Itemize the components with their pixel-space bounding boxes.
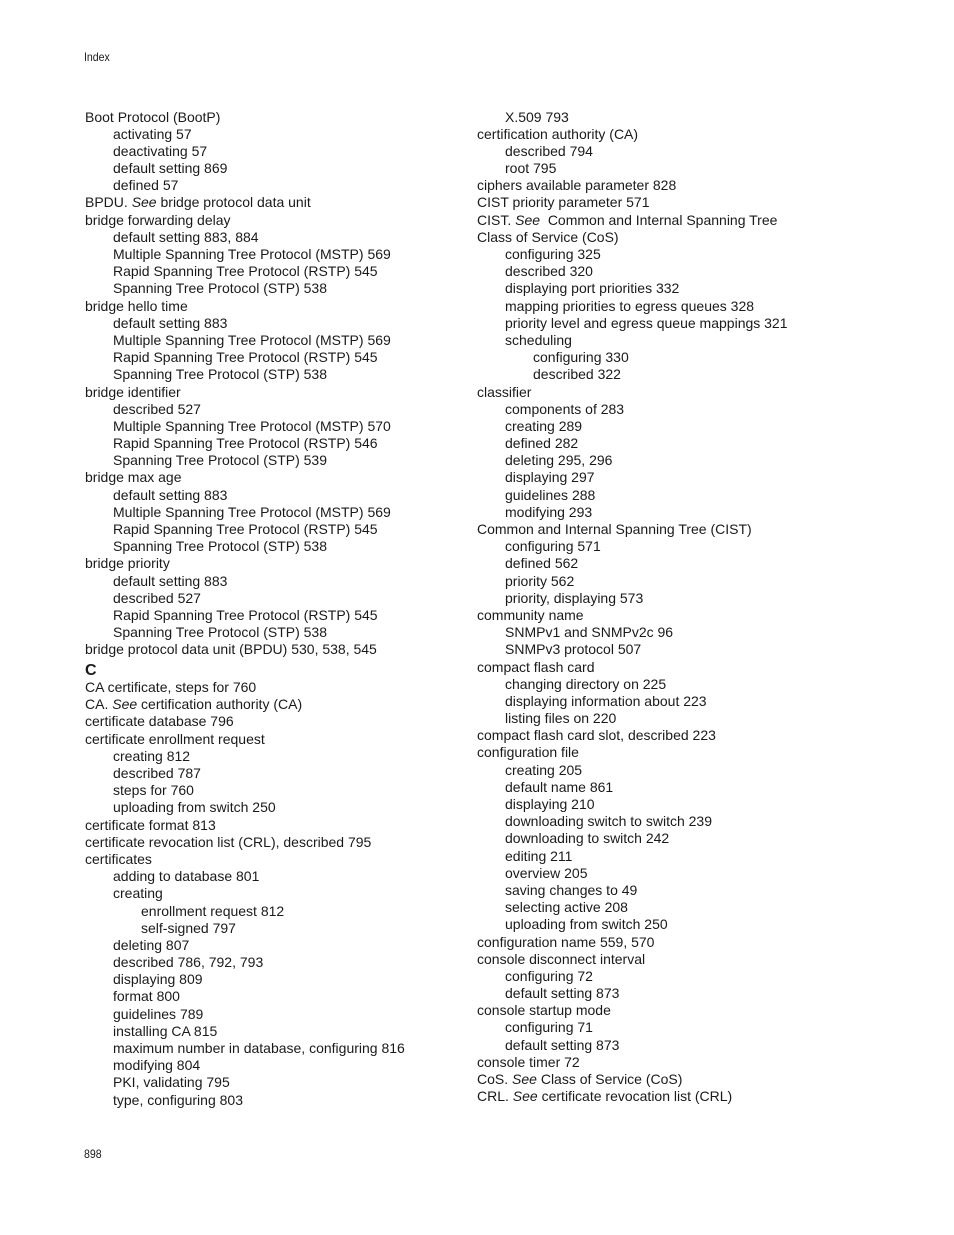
index-subentry: priority 562	[505, 572, 575, 589]
index-subentry: displaying port priorities 332	[505, 280, 680, 297]
see-target: certificate revocation list (CRL)	[537, 1088, 733, 1105]
see-reference: See	[112, 696, 138, 713]
index-subentry: configuring 72	[505, 967, 593, 984]
index-subentry: default setting 883	[113, 314, 228, 331]
index-subentry: SNMPv3 protocol 507	[505, 641, 642, 658]
index-entry: bridge priority	[85, 555, 170, 572]
index-entry: certificates	[85, 850, 152, 867]
index-subentry: creating	[113, 885, 163, 902]
entry-term: CoS.	[477, 1071, 513, 1087]
index-subentry: scheduling	[505, 331, 572, 348]
index-subentry: Rapid Spanning Tree Protocol (RSTP) 545	[113, 349, 378, 366]
index-subentry: deleting 295, 296	[505, 452, 613, 469]
index-entry: certificate revocation list (CRL), described 795	[85, 833, 372, 850]
index-subentry: Multiple Spanning Tree Protocol (MSTP) 570	[113, 417, 391, 434]
index-subentry: editing 211	[505, 847, 573, 864]
index-subentry: uploading from switch 250	[113, 799, 276, 816]
page-number: 898	[84, 1147, 102, 1161]
index-subentry: selecting active 208	[505, 899, 628, 916]
index-subentry: Spanning Tree Protocol (STP) 539	[113, 452, 328, 469]
index-entry: certificate format 813	[85, 816, 216, 833]
index-entry: compact flash card	[477, 658, 595, 675]
see-target: Class of Service (CoS)	[536, 1071, 683, 1087]
index-subentry: type, configuring 803	[113, 1091, 243, 1108]
index-subentry: displaying information about 223	[505, 692, 707, 709]
entry-term: CRL.	[477, 1088, 513, 1105]
entry-term: CIST.	[477, 211, 516, 228]
index-subentry: saving changes to 49	[505, 881, 638, 898]
index-subentry: creating 205	[505, 761, 583, 778]
index-column-left	[85, 109, 505, 1109]
index-subentry: default setting 883, 884	[113, 228, 259, 245]
index-entry: ciphers available parameter 828	[477, 177, 677, 194]
index-subentry: deleting 807	[113, 936, 190, 953]
index-entry: CA certificate, steps for 760	[85, 679, 257, 696]
see-target: certification authority (CA)	[137, 696, 303, 713]
index-subentry: displaying 210	[505, 796, 595, 812]
index-entry	[477, 212, 897, 229]
index-subentry: default setting 873	[505, 1036, 620, 1053]
index-entry: bridge protocol data unit (BPDU) 530, 538, 545	[85, 641, 377, 658]
see-target: Common and Internal Spanning Tree	[540, 211, 778, 228]
index-subentry: downloading to switch 242	[505, 830, 670, 847]
index-subentry: configuring 571	[505, 538, 601, 555]
index-subentry: described 786, 792, 793	[113, 954, 264, 971]
index-subentry: listing files on 220	[505, 710, 617, 727]
index-subentry: components of 283	[505, 400, 625, 417]
index-entry: compact flash card slot, described 223	[477, 727, 716, 744]
index-entry: CIST priority parameter 571	[477, 194, 650, 211]
index-subentry: creating 812	[113, 747, 191, 764]
index-subentry: creating 289	[505, 417, 583, 434]
index-subentry: Rapid Spanning Tree Protocol (RSTP) 545	[113, 263, 378, 280]
index-subentry: described 794	[505, 142, 593, 159]
index-subentry: Multiple Spanning Tree Protocol (MSTP) 569	[113, 331, 391, 348]
see-reference: See	[512, 1088, 538, 1105]
entry-term: CA.	[85, 696, 113, 713]
index-subentry: default setting 883	[113, 572, 228, 589]
index-subentry: described 320	[505, 263, 593, 280]
index-entry: Class of Service (CoS)	[477, 228, 619, 245]
index-subentry: Spanning Tree Protocol (STP) 538	[113, 624, 328, 641]
index-subentry: root 795	[505, 160, 557, 177]
index-subentry: configuring 71	[505, 1019, 593, 1036]
index-subentry: activating 57	[113, 125, 192, 142]
index-subentry: described 787	[113, 765, 201, 782]
index-subentry: priority level and egress queue mappings 321	[505, 314, 788, 331]
index-entry: console startup mode	[477, 1002, 611, 1019]
index-subentry: deactivating 57	[113, 142, 208, 159]
index-subentry: defined 562	[505, 555, 579, 572]
see-target: bridge protocol data unit	[156, 194, 311, 211]
index-subentry: displaying 809	[113, 971, 203, 988]
index-subentry: X.509 793	[505, 108, 569, 125]
index-entry: certificate database 796	[85, 713, 234, 730]
index-subentry: displaying 297	[505, 469, 595, 486]
index-subentry: priority, displaying 573	[505, 589, 644, 606]
index-entry: Common and Internal Spanning Tree (CIST)	[477, 521, 752, 537]
index-subentry: installing CA 815	[113, 1022, 218, 1039]
see-reference: See	[515, 211, 541, 228]
index-subentry: defined 57	[113, 177, 179, 194]
index-entry	[477, 1088, 897, 1105]
index-subentry: mapping priorities to egress queues 328	[505, 297, 755, 314]
index-subentry: modifying 293	[505, 503, 593, 520]
index-subentry: Spanning Tree Protocol (STP) 538	[113, 280, 328, 297]
index-section-letter: C	[85, 661, 97, 679]
entry-term: BPDU.	[85, 194, 132, 211]
index-subentry: default setting 869	[113, 160, 228, 177]
index-subentry: enrollment request 812	[141, 902, 285, 919]
index-subentry: guidelines 288	[505, 486, 596, 503]
index-subentry: defined 282	[505, 435, 579, 452]
index-entry	[477, 1071, 897, 1088]
index-subentry: Rapid Spanning Tree Protocol (RSTP) 545	[113, 606, 378, 623]
index-subentry: format 800	[113, 988, 180, 1005]
index-subentry: configuring 325	[505, 246, 601, 262]
index-subentry: downloading switch to switch 239	[505, 813, 713, 830]
index-entry: bridge hello time	[85, 297, 188, 314]
index-entry: configuration file	[477, 744, 579, 761]
index-subentry: Spanning Tree Protocol (STP) 538	[113, 538, 328, 555]
index-entry: Boot Protocol (BootP)	[85, 108, 221, 125]
index-entry	[85, 194, 505, 211]
index-entry: bridge identifier	[85, 383, 181, 400]
index-column-right	[477, 109, 897, 1106]
index-subentry: changing directory on 225	[505, 675, 667, 692]
index-subentry: Rapid Spanning Tree Protocol (RSTP) 546	[113, 435, 378, 452]
index-subentry: SNMPv1 and SNMPv2c 96	[505, 624, 674, 641]
index-subentry: maximum number in database, configuring 816	[113, 1040, 405, 1057]
index-subentry: modifying 804	[113, 1057, 201, 1074]
index-entry: classifier	[477, 383, 532, 400]
index-entry: certification authority (CA)	[477, 125, 639, 142]
index-subentry: described 527	[113, 589, 201, 606]
index-entry: configuration name 559, 570	[477, 933, 655, 950]
index-subentry: Multiple Spanning Tree Protocol (MSTP) 569	[113, 503, 391, 520]
index-subentry: adding to database 801	[113, 868, 260, 885]
see-reference: See	[512, 1071, 537, 1087]
running-header: Index	[84, 50, 110, 64]
index-subentry: default setting 883	[113, 486, 228, 503]
index-subentry: Rapid Spanning Tree Protocol (RSTP) 545	[113, 521, 378, 537]
index-subentry: described 527	[113, 400, 201, 417]
index-subentry: Multiple Spanning Tree Protocol (MSTP) 569	[113, 246, 391, 262]
index-subentry: default name 861	[505, 778, 614, 795]
index-subentry: default setting 873	[505, 985, 620, 1002]
index-subentry: self-signed 797	[141, 919, 236, 936]
index-entry: community name	[477, 606, 584, 623]
index-entry: console disconnect interval	[477, 950, 646, 967]
index-entry: console timer 72	[477, 1053, 580, 1070]
index-entry: certificate enrollment request	[85, 730, 265, 747]
index-entry	[85, 696, 505, 713]
index-subentry: configuring 330	[533, 349, 629, 366]
index-subentry: steps for 760	[113, 782, 194, 799]
index-subentry: PKI, validating 795	[113, 1074, 230, 1091]
index-entry: bridge forwarding delay	[85, 211, 231, 228]
index-entry: bridge max age	[85, 469, 182, 486]
index-subentry: Spanning Tree Protocol (STP) 538	[113, 366, 328, 383]
index-subentry: described 322	[533, 366, 621, 383]
see-reference: See	[131, 194, 157, 211]
index-subentry: uploading from switch 250	[505, 916, 668, 933]
index-subentry: overview 205	[505, 864, 588, 881]
index-subentry: guidelines 789	[113, 1005, 204, 1022]
